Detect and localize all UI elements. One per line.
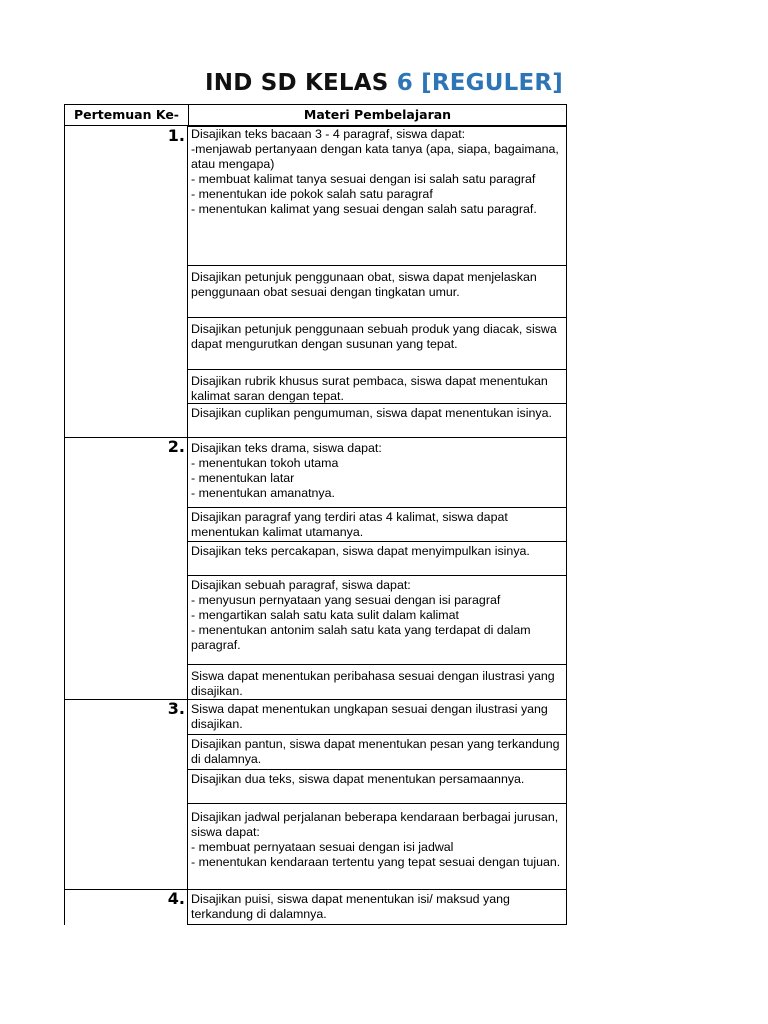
material-cell: Disajikan rubrik khusus surat pembaca, siswa dapat menentukan kalimat saran dengan tepat.	[188, 369, 567, 404]
material-cell: Disajikan sebuah paragraf, siswa dapat: - menyusun pernyataan yang sesuai dengan isi paragraf - mengartikan salah satu kata sulit dalam kalimat - menentukan antonim salah satu kata yang terdapat di dalam paragraf.	[188, 575, 567, 665]
meeting-cell-3	[64, 699, 188, 890]
page-title	[0, 70, 768, 96]
title-class-highlight: 6 [REGULER]	[396, 70, 564, 96]
material-cell: Siswa dapat menentukan peribahasa sesuai dengan ilustrasi yang disajikan.	[188, 664, 567, 700]
title-main: IND SD KELAS	[204, 70, 397, 96]
material-cell: Disajikan jadwal perjalanan beberapa kendaraan berbagai jurusan, siswa dapat: - membuat pernyataan sesuai dengan isi jadwal - menentukan kendaraan tertentu yang tepat sesuai dengan tujuan.	[188, 803, 567, 890]
material-cell: Disajikan puisi, siswa dapat menentukan isi/ maksud yang terkandung di dalamnya.	[188, 889, 567, 925]
table-header-row	[64, 104, 567, 126]
meeting-cell-2	[64, 437, 188, 700]
material-cell: Disajikan teks percakapan, siswa dapat menyimpulkan isinya.	[188, 541, 567, 576]
material-cell: Disajikan pantun, siswa dapat menentukan pesan yang terkandung di dalamnya.	[188, 734, 567, 770]
meeting-cell-4	[64, 889, 188, 925]
meeting-cell-1	[64, 126, 188, 438]
header-meeting: Pertemuan Ke-	[65, 105, 189, 125]
material-cell: Disajikan cuplikan pengumuman, siswa dapat menentukan isinya.	[188, 403, 567, 438]
meeting-number: 1.	[167, 126, 185, 145]
material-cell: Disajikan petunjuk penggunaan obat, siswa dapat menjelaskan penggunaan obat sesuai dengan tingkatan umur.	[188, 265, 567, 318]
header-material: Materi Pembelajaran	[303, 107, 452, 122]
material-cell: Disajikan dua teks, siswa dapat menentukan persamaannya.	[188, 769, 567, 804]
material-cell: Disajikan petunjuk penggunaan sebuah produk yang diacak, siswa dapat mengurutkan dengan susunan yang tepat.	[188, 317, 567, 370]
material-cell: Disajikan paragraf yang terdiri atas 4 kalimat, siswa dapat menentukan kalimat utamanya.	[188, 507, 567, 542]
meeting-number: 4.	[167, 889, 185, 908]
lesson-table	[64, 104, 567, 921]
material-cell: Disajikan teks drama, siswa dapat: - menentukan tokoh utama - menentukan latar - menentukan amanatnya.	[188, 437, 567, 508]
meeting-number: 3.	[167, 699, 185, 718]
material-cell: Siswa dapat menentukan ungkapan sesuai dengan ilustrasi yang disajikan.	[188, 699, 567, 735]
material-cell: Disajikan teks bacaan 3 - 4 paragraf, siswa dapat: -menjawab pertanyaan dengan kata tanya (apa, siapa, bagaimana, atau mengapa) - membuat kalimat tanya sesuai dengan isi salah satu paragraf - menentukan ide pokok salah satu paragraf - menentukan kalimat yang sesuai dengan salah satu paragraf.	[188, 126, 567, 266]
meeting-number: 2.	[167, 437, 185, 456]
